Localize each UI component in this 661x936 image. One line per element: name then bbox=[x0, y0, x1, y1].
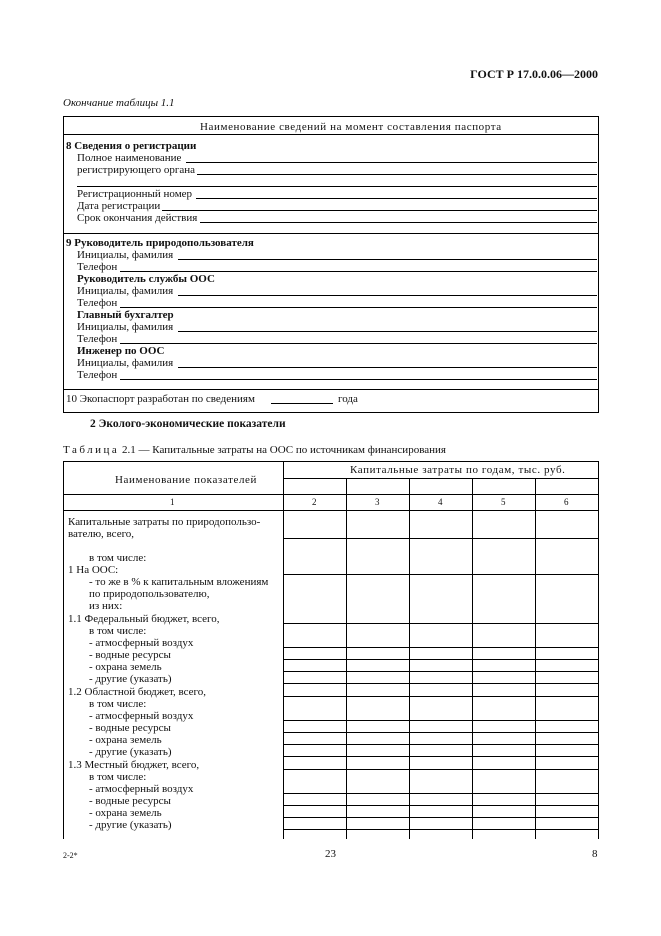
row-label: - атмосферный воздух bbox=[89, 637, 194, 649]
section-9-title: 9 Руководитель природопользователя bbox=[66, 237, 254, 249]
field-label: Инициалы, фамилия bbox=[77, 321, 174, 333]
field-label: Дата регистрации bbox=[77, 200, 161, 212]
fill-line[interactable] bbox=[271, 403, 333, 404]
divider bbox=[63, 233, 599, 234]
col-number: 6 bbox=[564, 497, 569, 507]
field-label: Инициалы, фамилия bbox=[77, 357, 174, 369]
fill-line[interactable] bbox=[120, 379, 597, 380]
section-10-text: 10 Экопаспорт разработан по сведениям bbox=[66, 393, 255, 405]
row-label: - охрана земель bbox=[89, 661, 162, 673]
cell-line bbox=[283, 683, 599, 684]
field-label: Телефон bbox=[77, 297, 118, 309]
table-1-1-header: Наименование сведений на момент составления паспорта bbox=[200, 121, 502, 133]
col-number: 3 bbox=[375, 497, 380, 507]
cell-line bbox=[283, 647, 599, 648]
cell-line bbox=[283, 659, 599, 660]
cell-line bbox=[283, 720, 599, 721]
footer-left: 2-2* bbox=[63, 851, 78, 860]
field-label: Инициалы, фамилия bbox=[77, 249, 174, 261]
row-label: - водные ресурсы bbox=[89, 795, 171, 807]
row-label: в том числе: bbox=[89, 552, 147, 564]
section-2-title: 2 Эколого-экономические показатели bbox=[90, 418, 286, 430]
caption-label: Таблица bbox=[63, 444, 120, 456]
table-caption: Окончание таблицы 1.1 bbox=[63, 97, 175, 109]
page-number: 23 bbox=[325, 848, 336, 860]
row-label: - то же в % к капитальным вложениям bbox=[89, 576, 269, 588]
col1-header: Наименование показателей bbox=[115, 474, 258, 486]
row-label: из них: bbox=[89, 600, 123, 612]
fill-line[interactable] bbox=[178, 295, 597, 296]
col-divider bbox=[283, 461, 284, 839]
row-label: в том числе: bbox=[89, 625, 147, 637]
cell-line bbox=[283, 829, 599, 830]
field-label: Регистрационный номер bbox=[77, 188, 193, 200]
field-label: Инициалы, фамилия bbox=[77, 285, 174, 297]
fill-line[interactable] bbox=[120, 307, 597, 308]
fill-line[interactable] bbox=[196, 198, 597, 199]
cell-line bbox=[283, 793, 599, 794]
row-label: - атмосферный воздух bbox=[89, 710, 194, 722]
divider bbox=[63, 510, 599, 511]
row-label: 1.1 Федеральный бюджет, всего, bbox=[68, 613, 220, 625]
row-label: 1.3 Местный бюджет, всего, bbox=[68, 759, 200, 771]
fill-line[interactable] bbox=[186, 162, 597, 163]
group-header: Капитальные затраты по годам, тыс. руб. bbox=[350, 464, 566, 476]
row-label: по природопользователю, bbox=[89, 588, 210, 600]
cell-line bbox=[283, 671, 599, 672]
field-label: Телефон bbox=[77, 261, 118, 273]
row-label: вателю, всего, bbox=[68, 528, 135, 540]
field-label: Телефон bbox=[77, 369, 118, 381]
row-label: - другие (указать) bbox=[89, 673, 172, 685]
divider bbox=[63, 494, 599, 495]
fill-line[interactable] bbox=[178, 259, 597, 260]
field-label: Полное наименование bbox=[77, 152, 182, 164]
fill-line[interactable] bbox=[77, 186, 597, 187]
col-number: 2 bbox=[312, 497, 317, 507]
fill-line[interactable] bbox=[200, 222, 597, 223]
row-label: - водные ресурсы bbox=[89, 649, 171, 661]
col-number: 1 bbox=[170, 497, 175, 507]
row-label: 1.2 Областной бюджет, всего, bbox=[68, 686, 207, 698]
fill-line[interactable] bbox=[178, 367, 597, 368]
section-9c-title: Главный бухгалтер bbox=[77, 309, 174, 321]
row-label: в том числе: bbox=[89, 771, 147, 783]
document-code: ГОСТ Р 17.0.0.06—2000 bbox=[470, 67, 598, 81]
cell-line bbox=[283, 805, 599, 806]
row-label: - охрана земель bbox=[89, 807, 162, 819]
field-label: Срок окончания действия bbox=[77, 212, 198, 224]
row-label: - атмосферный воздух bbox=[89, 783, 194, 795]
table-2-1-caption bbox=[63, 444, 446, 456]
row-label: Капитальные затраты по природопользо- bbox=[68, 516, 261, 528]
section-10-suffix: года bbox=[338, 393, 358, 405]
divider bbox=[63, 389, 599, 390]
row-label: 1 На ООС: bbox=[68, 564, 119, 576]
fill-line[interactable] bbox=[120, 343, 597, 344]
cell-line bbox=[283, 756, 599, 757]
cell-line bbox=[283, 696, 599, 697]
section-9d-title: Инженер по ООС bbox=[77, 345, 165, 357]
cell-line bbox=[283, 623, 599, 624]
fill-line[interactable] bbox=[162, 210, 597, 211]
fill-line[interactable] bbox=[178, 331, 597, 332]
cell-line bbox=[283, 769, 599, 770]
row-label: - охрана земель bbox=[89, 734, 162, 746]
row-label: в том числе: bbox=[89, 698, 147, 710]
row-label: - другие (указать) bbox=[89, 819, 172, 831]
fill-line[interactable] bbox=[197, 174, 597, 175]
row-label: - водные ресурсы bbox=[89, 722, 171, 734]
field-label: регистрирующего органа bbox=[77, 164, 196, 176]
caption-text: 2.1 — Капитальные затраты на ООС по источникам финансирования bbox=[122, 444, 446, 456]
cell-line bbox=[283, 732, 599, 733]
col-number: 4 bbox=[438, 497, 443, 507]
row-label: - другие (указать) bbox=[89, 746, 172, 758]
footer-right: 8 bbox=[592, 848, 598, 860]
section-8-title: 8 Сведения о регистрации bbox=[66, 140, 197, 152]
divider bbox=[63, 134, 599, 135]
divider bbox=[283, 478, 599, 479]
cell-line bbox=[283, 817, 599, 818]
field-label: Телефон bbox=[77, 333, 118, 345]
section-9b-title: Руководитель службы ООС bbox=[77, 273, 215, 285]
col-number: 5 bbox=[501, 497, 506, 507]
cell-line bbox=[283, 538, 599, 539]
fill-line[interactable] bbox=[120, 271, 597, 272]
cell-line bbox=[283, 744, 599, 745]
cell-line bbox=[283, 574, 599, 575]
